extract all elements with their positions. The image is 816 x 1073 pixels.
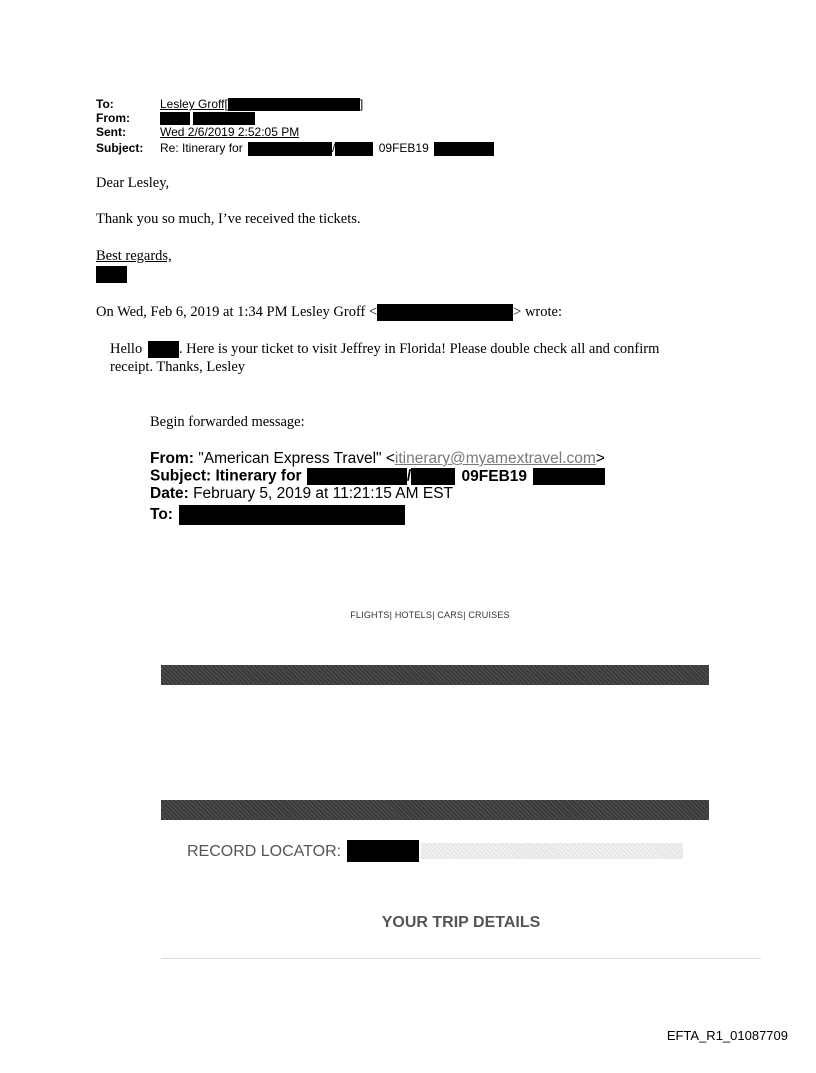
to-label: To:	[96, 97, 114, 111]
subject-date: 09FEB19	[378, 141, 429, 156]
quote-intro	[96, 303, 562, 321]
reply-body: Thank you so much, I’ve received the tickets.	[96, 211, 361, 227]
record-locator-row	[187, 843, 341, 861]
amex-nav-links[interactable]: FLIGHTS| HOTELS| CARS| CRUISES	[350, 610, 510, 620]
sent-label: Sent:	[96, 125, 126, 139]
quote-message-text1: . Here is your ticket to visit Jeffrey in Florida! Please double check all and confirm	[178, 341, 660, 357]
subject-prefix: Re: Itinerary for	[160, 141, 243, 156]
redaction	[335, 142, 373, 156]
record-locator-shaded-area	[421, 843, 683, 859]
forwarded-to-label: To:	[150, 506, 173, 524]
email-sent-row	[96, 126, 299, 139]
quote-intro-after: > wrote:	[513, 304, 563, 320]
forwarded-from-name: "American Express Travel" <	[198, 450, 395, 467]
subject-slash: /	[332, 141, 336, 156]
forwarded-from-email-link[interactable]: itinerary@myamextravel.com	[394, 450, 596, 467]
forwarded-date-value: February 5, 2019 at 11:21:15 AM EST	[193, 485, 453, 502]
redaction	[377, 304, 513, 321]
sent-value: Wed 2/6/2019 2:52:05 PM	[160, 125, 300, 139]
redaction	[228, 98, 360, 111]
to-value: Lesley Groff[	[160, 97, 228, 111]
amex-section-banner	[161, 800, 709, 820]
divider	[161, 958, 761, 959]
redaction	[193, 112, 255, 125]
reply-closing	[96, 247, 172, 265]
email-from-row	[96, 112, 255, 125]
redaction	[533, 468, 605, 485]
forwarded-subject-date: 09FEB19	[461, 467, 528, 485]
quote-message-line1	[110, 340, 659, 358]
email-to-row	[96, 98, 363, 111]
redaction	[148, 341, 179, 358]
redaction	[307, 468, 407, 485]
forwarded-from-close: >	[595, 450, 605, 467]
forwarded-to-row	[150, 505, 405, 525]
quote-intro-before: On Wed, Feb 6, 2019 at 1:34 PM Lesley Groff <	[96, 304, 378, 320]
record-locator-redaction	[347, 840, 419, 862]
document-id: EFTA_R1_01087709	[666, 1028, 788, 1043]
redaction	[248, 142, 332, 156]
email-subject-row	[96, 142, 494, 155]
forwarded-subject-slash: /	[406, 467, 412, 485]
quote-message-line2: receipt. Thanks, Lesley	[110, 359, 246, 375]
quote-hello: Hello	[110, 341, 143, 357]
forwarded-date-row	[150, 486, 453, 502]
forwarded-from-label: From:	[150, 450, 194, 467]
signature-redaction	[96, 266, 127, 283]
amex-header-banner	[161, 665, 709, 685]
from-label: From:	[96, 111, 130, 125]
redaction	[160, 112, 190, 125]
reply-closing-text: Best regards,	[96, 248, 172, 264]
trip-details-heading: YOUR TRIP DETAILS	[381, 914, 541, 931]
redaction	[434, 142, 494, 156]
forwarded-intro: Begin forwarded message:	[150, 414, 305, 430]
redaction	[179, 505, 405, 525]
redaction	[411, 468, 455, 485]
forwarded-from-row	[150, 451, 605, 467]
forwarded-subject-label: Subject: Itinerary for	[150, 467, 302, 485]
to-close: ]	[359, 97, 364, 111]
subject-label: Subject:	[96, 141, 144, 156]
forwarded-subject-row	[150, 468, 605, 485]
record-locator-label: RECORD LOCATOR:	[187, 843, 342, 860]
reply-greeting: Dear Lesley,	[96, 175, 170, 191]
amex-nav	[0, 610, 816, 620]
forwarded-date-label: Date:	[150, 485, 189, 502]
